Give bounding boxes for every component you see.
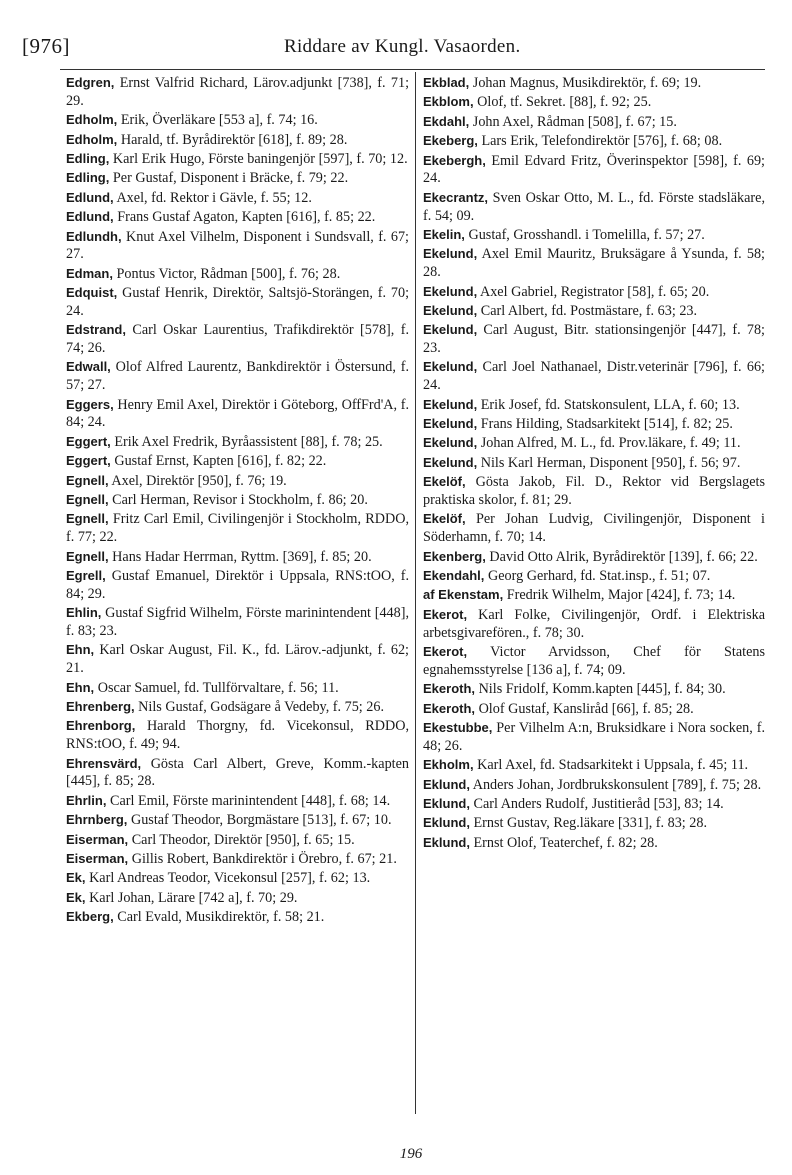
entry-details: Nils Fridolf, Komm.kapten [445], f. 84; 30.: [478, 681, 726, 698]
entry-surname: Ekelund,: [423, 396, 478, 412]
entry-surname: Eggert,: [66, 453, 111, 469]
entry-details: Olof Gustaf, Kansliråd [66], f. 85; 28.: [478, 700, 694, 717]
entry-details: Gustaf, Grosshandl. i Tomelilla, f. 57; 27.: [468, 226, 705, 243]
entry-surname: Ekerot,: [423, 643, 468, 659]
register-entry: [423, 302, 765, 321]
entry-surname: Egrell,: [66, 568, 106, 583]
entry-details: Karl Andreas Teodor, Vicekonsul [257], f. 62; 13.: [89, 870, 371, 887]
entry-surname: Edgren,: [66, 75, 115, 90]
entry-details: David Otto Alrik, Byrådirektör [139], f. 66; 22.: [489, 548, 758, 565]
entry-surname: Ekholm,: [423, 757, 474, 773]
entry-details: Nils Gustaf, Godsägare å Vedeby, f. 75; 26.: [138, 698, 385, 715]
register-entry: [423, 814, 765, 833]
entry-surname: Eklund,: [423, 776, 470, 792]
entry-surname: Ekelund,: [423, 302, 478, 318]
entry-surname: Edlund,: [66, 209, 114, 225]
register-entry: [423, 719, 765, 756]
entry-surname: Eggers,: [66, 396, 114, 412]
entry-surname: Ehlin,: [66, 605, 102, 621]
header-rule: [60, 69, 765, 70]
entry-details: Ernst Olof, Teaterchef, f. 82; 28.: [473, 834, 658, 851]
right-column: [423, 74, 765, 1144]
register-entry: [423, 74, 765, 93]
entry-details: Carl Albert, fd. Postmästare, f. 63; 23.: [480, 302, 698, 319]
register-entry: [66, 908, 409, 927]
entry-surname: Ekdahl,: [423, 113, 470, 129]
entry-surname: Ehrnberg,: [66, 812, 128, 828]
register-entry: [66, 396, 409, 433]
entry-surname: Ek,: [66, 889, 86, 905]
entry-details: Georg Gerhard, fd. Stat.insp., f. 51; 07.: [487, 568, 711, 584]
entry-details: Per Johan Ludvig, Civilingenjör, Disponent i Söderhamn, f. 70; 14.: [423, 511, 765, 546]
entry-surname: Edman,: [66, 265, 113, 281]
entry-details: Johan Magnus, Musikdirektör, f. 69; 19.: [472, 75, 702, 91]
entry-surname: Ehrensvärd,: [66, 755, 142, 771]
entry-details: Carl Joel Nathanael, Distr.veterinär [796], f. 66; 24.: [423, 359, 765, 394]
entry-details: Axel Gabriel, Registrator [58], f. 65; 20.: [479, 283, 710, 300]
entry-surname: Edholm,: [66, 112, 118, 128]
entry-details: Knut Axel Vilhelm, Disponent i Sundsvall, f. 67; 27.: [66, 228, 409, 263]
register-entry: [66, 792, 409, 811]
entry-surname: Egnell,: [66, 548, 109, 564]
entry-details: Olof, tf. Sekret. [88], f. 92; 25.: [477, 94, 652, 111]
entry-details: Karl Folke, Civilingenjör, Ordf. i Elektriska arbetsgivarefören., f. 78; 30.: [423, 606, 765, 641]
register-entry: [423, 321, 765, 358]
entry-surname: Ekelund,: [423, 435, 478, 451]
register-entry: [66, 831, 409, 850]
entry-surname: Edwall,: [66, 359, 111, 375]
entry-details: Anders Johan, Jordbrukskonsulent [789], f. 75; 28.: [472, 776, 762, 793]
left-column: [66, 74, 409, 1144]
entry-details: Carl Oskar Laurentius, Trafikdirektör [578], f. 74; 26.: [66, 322, 409, 357]
register-entry: [66, 150, 409, 169]
entry-details: Emil Edvard Fritz, Överinspektor [598], f. 69; 24.: [423, 152, 765, 187]
register-entry: [423, 434, 765, 453]
register-entry: [423, 795, 765, 814]
entry-surname: Ekelund,: [423, 246, 478, 262]
entry-surname: Ekestubbe,: [423, 719, 493, 735]
entry-surname: Eklund,: [423, 795, 470, 811]
entry-surname: Egnell,: [66, 472, 109, 488]
entry-details: Ernst Valfrid Richard, Lärov.adjunkt [738], f. 71; 29.: [66, 75, 409, 109]
register-entry: [423, 700, 765, 719]
register-entry: [423, 189, 765, 226]
entry-surname: Eiserman,: [66, 831, 129, 847]
entry-details: Erik Josef, fd. Statskonsulent, LLA, f. 60; 13.: [480, 396, 740, 413]
entry-surname: Ekelund,: [423, 322, 478, 338]
register-entry: [66, 811, 409, 830]
entry-surname: Egnell,: [66, 492, 109, 508]
register-entry: [66, 717, 409, 754]
entry-surname: Ehrenborg,: [66, 718, 136, 734]
register-entry: [66, 433, 409, 452]
entry-details: Gustaf Emanuel, Direktör i Uppsala, RNS:tOO, f. 84; 29.: [66, 568, 409, 602]
register-entry: [66, 284, 409, 321]
entry-details: Per Gustaf, Disponent i Bräcke, f. 79; 22.: [112, 170, 349, 187]
entry-details: Frans Hilding, Stadsarkitekt [514], f. 82; 25.: [480, 416, 733, 433]
register-entry: [423, 226, 765, 245]
entry-details: Carl Anders Rudolf, Justitieråd [53], 83; 14.: [473, 795, 724, 812]
page-footer: [0, 1146, 792, 1163]
register-entry: [66, 869, 409, 888]
entry-details: Gösta Carl Albert, Greve, Komm.-kapten [445], f. 85; 28.: [66, 755, 409, 790]
entry-surname: Ekerot,: [423, 606, 468, 622]
entry-details: Hans Hadar Herrman, Ryttm. [369], f. 85; 20.: [112, 548, 372, 565]
register-entry: [423, 643, 765, 680]
entry-surname: Ehrenberg,: [66, 698, 135, 714]
entry-details: Gustaf Theodor, Borgmästare [513], f. 67; 10.: [130, 812, 392, 829]
entry-surname: Ekeroth,: [423, 700, 476, 716]
register-entry: [423, 586, 765, 605]
register-entry: [423, 473, 765, 510]
entry-details: Oscar Samuel, fd. Tullförvaltare, f. 56; 11.: [97, 679, 339, 696]
entry-details: Erik, Överläkare [553 a], f. 74; 16.: [120, 112, 318, 129]
entry-details: Gustaf Sigfrid Wilhelm, Förste marinintendent [448], f. 83; 23.: [66, 605, 409, 639]
register-entry: [66, 698, 409, 717]
entry-details: Nils Karl Herman, Disponent [950], f. 56; 97.: [480, 454, 741, 471]
entry-details: Carl Emil, Förste marinintendent [448], f. 68; 14.: [110, 792, 391, 809]
register-entry: [423, 606, 765, 643]
entry-surname: Edlundh,: [66, 228, 122, 244]
entry-details: Gustaf Ernst, Kapten [616], f. 82; 22.: [114, 453, 327, 470]
entry-surname: Edling,: [66, 150, 110, 166]
entry-surname: Ekendahl,: [423, 568, 485, 583]
entry-surname: Ekelund,: [423, 359, 478, 375]
entry-details: Harald, tf. Byrådirektör [618], f. 89; 28.: [120, 131, 348, 148]
entry-details: Frans Gustaf Agaton, Kapten [616], f. 85; 22.: [117, 209, 376, 226]
register-entry: [66, 208, 409, 227]
register-entry: [423, 415, 765, 434]
header-title: Riddare av Kungl. Vasaorden.: [284, 36, 521, 57]
register-entry: [66, 74, 409, 111]
register-entry: [66, 604, 409, 641]
register-entry: [423, 510, 765, 547]
entry-surname: Ehn,: [66, 679, 95, 695]
entry-surname: Edholm,: [66, 131, 118, 147]
entry-surname: Ekblom,: [423, 94, 474, 110]
entry-details: Lars Erik, Telefondirektör [576], f. 68; 08.: [481, 133, 723, 150]
entry-details: Axel, fd. Rektor i Gävle, f. 55; 12.: [116, 189, 312, 206]
entry-details: Harald Thorgny, fd. Vicekonsul, RDDO, RNS:tOO, f. 49; 94.: [66, 718, 409, 753]
entry-details: Karl Johan, Lärare [742 a], f. 70; 29.: [89, 889, 298, 906]
entry-details: Fredrik Wilhelm, Major [424], f. 73; 14.: [506, 587, 736, 604]
register-entry: [423, 283, 765, 302]
register-entry: [423, 756, 765, 775]
register-entry: [66, 189, 409, 208]
register-entry: [66, 321, 409, 358]
entry-details: Carl August, Bitr. stationsingenjör [447], f. 78; 23.: [423, 322, 765, 357]
entry-details: Olof Alfred Laurentz, Bankdirektör i Östersund, f. 57; 27.: [66, 359, 409, 394]
register-entry: [423, 396, 765, 415]
entry-surname: Ehn,: [66, 642, 95, 658]
entry-details: Karl Oskar August, Fil. K., fd. Lärov.-adjunkt, f. 62; 21.: [66, 642, 409, 677]
entry-details: Henry Emil Axel, Direktör i Göteborg, OffFrd'A, f. 84; 24.: [66, 396, 409, 431]
register-entry: [423, 152, 765, 189]
register-entry: [66, 265, 409, 284]
register-entry: [423, 245, 765, 282]
register-entry: [66, 131, 409, 150]
entry-details: Per Vilhelm A:n, Bruksidkare i Nora socken, f. 48; 26.: [423, 719, 765, 754]
entry-surname: Ehrlin,: [66, 792, 107, 808]
entry-surname: Ekelin,: [423, 226, 465, 242]
entry-surname: Ekelöf,: [423, 511, 466, 527]
entry-surname: Egnell,: [66, 511, 109, 527]
entry-details: Carl Evald, Musikdirektör, f. 58; 21.: [117, 909, 325, 926]
entry-details: Carl Theodor, Direktör [950], f. 65; 15.: [131, 831, 355, 848]
entry-surname: Ekelund,: [423, 416, 478, 432]
register-entry: [66, 850, 409, 869]
register-entry: [66, 641, 409, 678]
header-page-number: [976]: [22, 34, 70, 58]
entry-details: Karl Erik Hugo, Förste baningenjör [597], f. 70; 12.: [112, 150, 408, 167]
page-header: [22, 30, 770, 64]
entry-surname: Ekebergh,: [423, 152, 486, 168]
entry-surname: Eiserman,: [66, 850, 129, 866]
entry-surname: Ekblad,: [423, 75, 470, 90]
entry-surname: Ekenberg,: [423, 548, 486, 564]
entry-details: Erik Axel Fredrik, Byråassistent [88], f. 78; 25.: [114, 433, 383, 450]
entry-surname: Eggert,: [66, 433, 111, 449]
register-entry: [66, 228, 409, 265]
entry-surname: Ekeberg,: [423, 133, 478, 149]
register-entry: [423, 680, 765, 699]
register-entry: [66, 679, 409, 698]
entry-details: Johan Alfred, M. L., fd. Prov.läkare, f. 49; 11.: [480, 435, 741, 452]
register-entry: [423, 776, 765, 795]
entry-surname: Ekelund,: [423, 283, 478, 299]
entry-details: Fritz Carl Emil, Civilingenjör i Stockholm, RDDO, f. 77; 22.: [66, 511, 409, 546]
entry-surname: Edling,: [66, 170, 110, 186]
entry-details: Carl Herman, Revisor i Stockholm, f. 86; 20.: [112, 492, 368, 509]
entry-surname: Ekecrantz,: [423, 189, 489, 205]
entry-surname: Eklund,: [423, 834, 470, 850]
column-divider: [415, 72, 416, 1114]
entry-details: Gillis Robert, Bankdirektör i Örebro, f. 67; 21.: [131, 850, 397, 867]
register-entry: [423, 113, 765, 132]
register-entry: [66, 452, 409, 471]
register-entry: [66, 510, 409, 547]
register-entry: [423, 454, 765, 473]
entry-details: Victor Arvidsson, Chef för Statens egnahemsstyrelse [136 a], f. 74; 09.: [423, 643, 765, 678]
register-entry: [66, 491, 409, 510]
entry-details: Axel, Direktör [950], f. 76; 19.: [111, 472, 287, 489]
entry-details: Gustaf Henrik, Direktör, Saltsjö-Storängen, f. 70; 24.: [66, 285, 409, 319]
register-entry: [66, 111, 409, 130]
entry-surname: Ek,: [66, 870, 86, 886]
entry-surname: af Ekenstam,: [423, 587, 504, 603]
entry-surname: Ekelöf,: [423, 474, 466, 490]
entry-surname: Ekelund,: [423, 454, 478, 470]
footer-page-number: 196: [399, 1146, 423, 1162]
register-entry: [66, 169, 409, 188]
register-entry: [66, 889, 409, 908]
entry-details: Pontus Victor, Rådman [500], f. 76; 28.: [116, 265, 341, 282]
register-entry: [423, 358, 765, 395]
register-entry: [423, 567, 765, 586]
register-entry: [66, 358, 409, 395]
register-entry: [66, 472, 409, 491]
entry-surname: Ekeroth,: [423, 681, 476, 697]
entry-details: Ernst Gustav, Reg.läkare [331], f. 83; 28.: [473, 815, 708, 832]
entry-details: Karl Axel, fd. Stadsarkitekt i Uppsala, f. 45; 11.: [477, 757, 749, 774]
entry-surname: Ekberg,: [66, 909, 114, 925]
register-entry: [423, 548, 765, 567]
entry-surname: Eklund,: [423, 815, 470, 831]
register-entry: [66, 567, 409, 604]
entry-surname: Edquist,: [66, 285, 118, 301]
entry-details: John Axel, Rådman [508], f. 67; 15.: [472, 113, 677, 130]
entry-details: Axel Emil Mauritz, Bruksägare å Ysunda, f. 58; 28.: [423, 246, 765, 281]
register-entry: [66, 548, 409, 567]
register-entry: [423, 834, 765, 853]
register-entry: [423, 132, 765, 151]
entry-details: Sven Oskar Otto, M. L., fd. Förste stadsläkare, f. 54; 09.: [423, 189, 765, 224]
register-entry: [66, 755, 409, 792]
entry-surname: Edlund,: [66, 189, 114, 205]
entry-surname: Edstrand,: [66, 322, 126, 338]
entry-details: Gösta Jakob, Fil. D., Rektor vid Bergslagets praktiska skolor, f. 81; 29.: [423, 474, 765, 509]
register-entry: [423, 93, 765, 112]
